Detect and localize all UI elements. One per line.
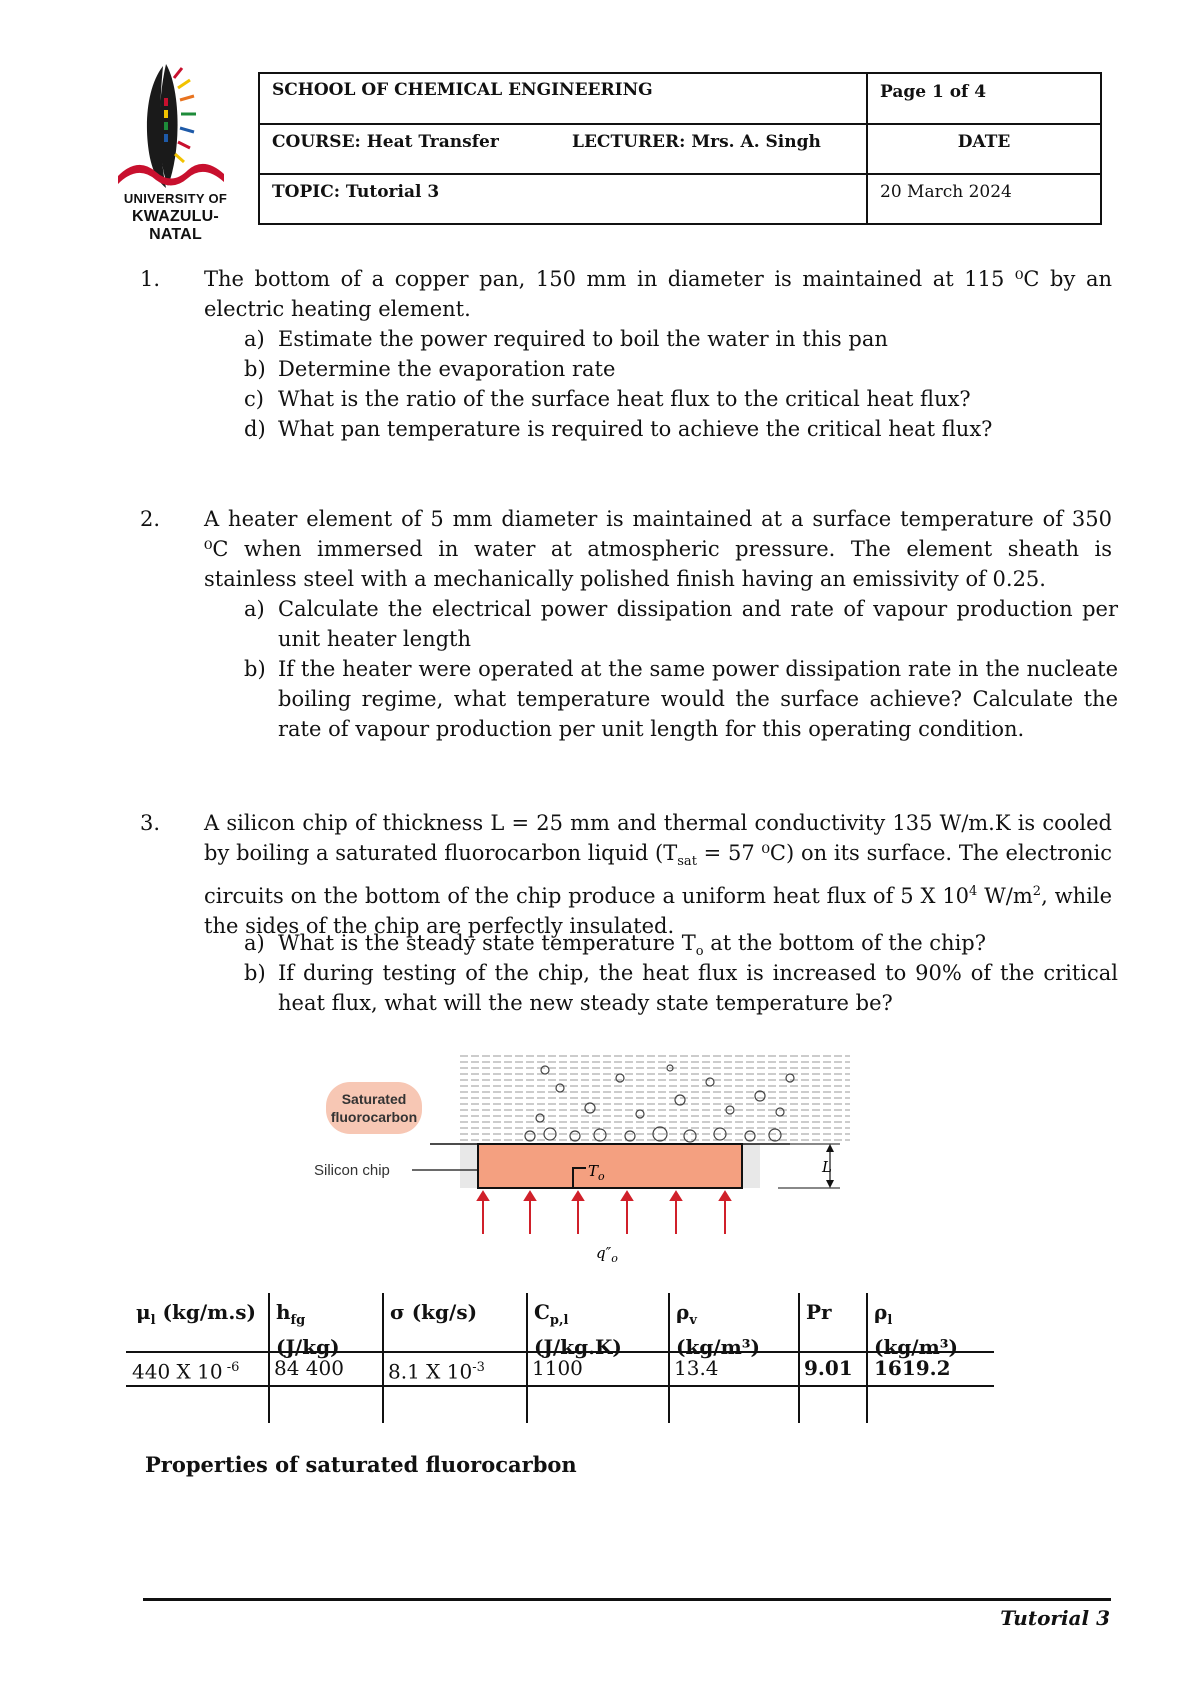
question-text: A heater element of 5 mm diameter is maintained at a surface temperature of 350 ⁰C when immersed in water at atmospheric pressure. The element sheath is stainless steel with a mechanically polished finish having an emissivity of 0.25. bbox=[204, 507, 1112, 591]
header-table bbox=[258, 72, 1102, 225]
footer-rule bbox=[143, 1598, 1111, 1601]
fluid-label-2: fluorocarbon bbox=[330, 1109, 418, 1125]
topic: TOPIC: Tutorial 3 bbox=[272, 182, 440, 202]
value-rho-v: 13.4 bbox=[674, 1356, 719, 1380]
logo-line2: KWAZULU-NATAL bbox=[132, 208, 219, 243]
chip-label: Silicon chip bbox=[314, 1162, 390, 1179]
date-label: DATE bbox=[957, 132, 1011, 152]
table-caption: Properties of saturated fluorocarbon bbox=[145, 1452, 577, 1477]
fluid-lines bbox=[460, 1056, 850, 1140]
header-rho-l: $\rho_l$ (kg/m³) bbox=[874, 1300, 958, 1359]
thickness-label: L bbox=[822, 1158, 832, 1176]
part-label: b) bbox=[244, 357, 266, 381]
temp-label: $T_o$ bbox=[588, 1162, 605, 1183]
fluid-label-1: Saturated bbox=[341, 1091, 407, 1107]
value-rho-l: 1619.2 bbox=[874, 1356, 951, 1380]
question-text: The bottom of a copper pan, 150 mm in diameter is maintained at 115 ⁰C by an electric heating element. bbox=[204, 267, 1112, 321]
part-text: If the heater were operated at the same power dissipation rate in the nucleate boiling regime, what temperature would the surface achieve? Calculate the rate of vapour production per unit length for this operating condition. bbox=[278, 657, 1118, 741]
part-text: What is the ratio of the surface heat flux to the critical heat flux? bbox=[278, 387, 971, 411]
header-cp: $C_{p,l}$ (J/kg.K) bbox=[534, 1300, 622, 1359]
header-pr: Pr bbox=[806, 1300, 832, 1324]
part-text: Determine the evaporation rate bbox=[278, 357, 616, 381]
value-pr: 9.01 bbox=[804, 1356, 853, 1380]
logo-text bbox=[108, 190, 243, 244]
part-label: a) bbox=[244, 931, 265, 955]
question-number: 2. bbox=[140, 507, 161, 531]
insulation-left bbox=[460, 1144, 478, 1188]
properties-table bbox=[126, 1293, 994, 1423]
logo-line1: UNIVERSITY OF bbox=[123, 191, 228, 206]
value-cp: 1100 bbox=[532, 1356, 583, 1380]
date-value: 20 March 2024 bbox=[880, 182, 1012, 202]
question-number: 3. bbox=[140, 811, 161, 835]
fluid-label-bubble bbox=[326, 1082, 422, 1134]
part-label: a) bbox=[244, 597, 265, 621]
header-mu: $\mu_l$ (kg/m.s) bbox=[136, 1300, 257, 1328]
part-label: b) bbox=[244, 961, 266, 985]
part-text: Calculate the electrical power dissipation and rate of vapour production per unit heater length bbox=[278, 597, 1118, 651]
question-text: A silicon chip of thickness L = 25 mm and thermal conductivity 135 W/m.K is cooled by boiling a saturated fluorocarbon liquid ($T_{sat} = 57$ ⁰C) on its surface. The electronic circuits on the bottom of the chip produce a uniform heat flux of 5 X $10^4$ $W/m^2$, while the sides of the chip are perfectly insulated. bbox=[204, 811, 1113, 939]
part-text: If during testing of the chip, the heat flux is increased to 90% of the critical heat flux, what will the new steady state temperature be? bbox=[278, 961, 1118, 1015]
silicon-chip bbox=[478, 1144, 742, 1188]
heat-flux-arrows bbox=[478, 1192, 730, 1234]
part-label: b) bbox=[244, 657, 266, 681]
part-text: What pan temperature is required to achieve the critical heat flux? bbox=[278, 417, 993, 441]
course-name: COURSE: Heat Transfer bbox=[272, 132, 499, 152]
header-hfg: $h_{fg}$ (J/kg) bbox=[276, 1300, 340, 1359]
part-text: Estimate the power required to boil the water in this pan bbox=[278, 327, 888, 351]
part-label: d) bbox=[244, 417, 266, 441]
header-rho-v: $\rho_v$ (kg/m³) bbox=[676, 1300, 760, 1359]
value-mu: 440 X 10 $^{-6}$ bbox=[132, 1359, 240, 1384]
silicon-chip-diagram bbox=[314, 1048, 910, 1268]
part-label: c) bbox=[244, 387, 264, 411]
part-text: What is the steady state temperature $T_o$ at the bottom of the chip? bbox=[278, 931, 986, 960]
lecturer-name: LECTURER: Mrs. A. Singh bbox=[572, 132, 821, 152]
header-sigma: σ (kg/s) bbox=[390, 1300, 478, 1324]
school-name: SCHOOL OF CHEMICAL ENGINEERING bbox=[272, 80, 653, 100]
footer-label: Tutorial 3 bbox=[1000, 1606, 1110, 1630]
part-label: a) bbox=[244, 327, 265, 351]
question-number: 1. bbox=[140, 267, 161, 291]
page-number: Page 1 of 4 bbox=[880, 82, 987, 102]
insulation-right bbox=[742, 1144, 760, 1188]
value-sigma: 8.1 X $10^{-3}$ bbox=[388, 1359, 485, 1384]
flux-label: $q''_o$ bbox=[596, 1244, 618, 1265]
value-hfg: 84 400 bbox=[274, 1356, 344, 1380]
